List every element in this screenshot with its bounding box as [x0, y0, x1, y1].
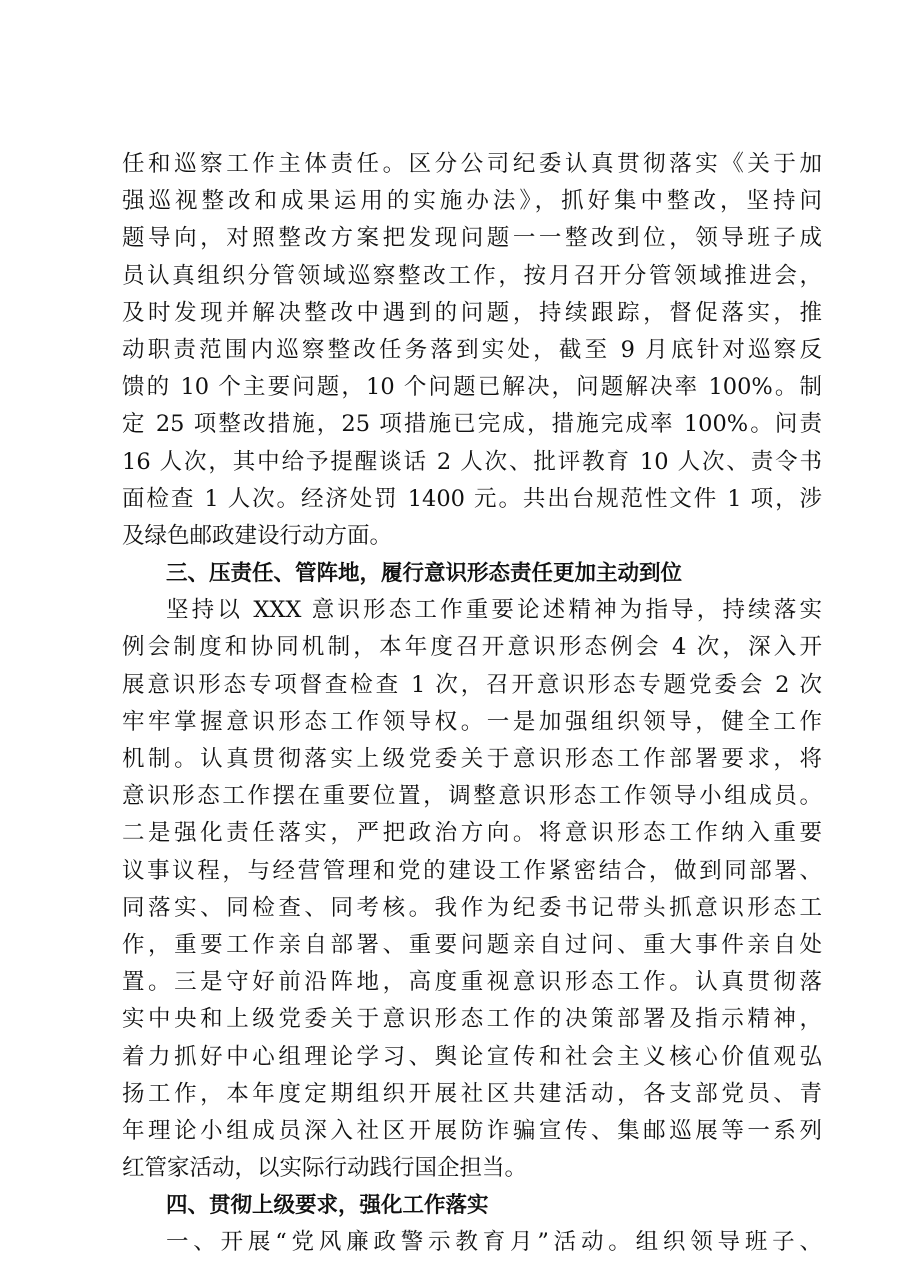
- text-line: 置。三是守好前沿阵地，高度重视意识形态工作。认真贯彻落: [122, 969, 822, 996]
- text-line: 实中央和上级党委关于意识形态工作的决策部署及指示精神，: [122, 1006, 822, 1033]
- document-body: [122, 146, 822, 1262]
- text-line: 同落实、同检查、同考核。我作为纪委书记带头抓意识形态工: [122, 894, 822, 921]
- section-heading-3: 三、压责任、管阵地，履行意识形态责任更加主动到位: [166, 561, 683, 587]
- text-line: 任和巡察工作主体责任。区分公司纪委认真贯彻落实《关于加: [122, 151, 822, 177]
- text-line: 年理论小组成员深入社区开展防诈骗宣传、集邮巡展等一系列: [122, 1117, 822, 1144]
- text-line: 展意识形态专项督查检查 1 次，召开意识形态专题党委会 2 次: [122, 671, 822, 698]
- text-line: 16 人次，其中给予提醒谈话 2 人次、批评教育 10 人次、责令书: [122, 448, 822, 475]
- section-heading-4: 四、贯彻上级要求，强化工作落实: [166, 1193, 489, 1219]
- text-line: 及绿色邮政建设行动方面。: [122, 522, 393, 549]
- text-line: 动职责范围内巡察整改任务落到实处，截至 9 月底针对巡察反: [122, 336, 822, 363]
- paragraph-ideology-responsibility: [122, 592, 822, 1187]
- text-line: 二是强化责任落实，严把政治方向。将意识形态工作纳入重要: [122, 820, 822, 847]
- text-line: 红管家活动，以实际行动践行国企担当。: [122, 1155, 528, 1182]
- text-line: 坚持以 XXX 意识形态工作重要论述精神为指导，持续落实: [166, 597, 822, 624]
- text-line: 定 25 项整改措施，25 项措施已完成，措施完成率 100%。问责: [122, 411, 822, 438]
- text-line: 强巡视整改和成果运用的实施办法》，抓好集中整改，坚持问: [122, 188, 822, 215]
- text-line: 员认真组织分管领域巡察整改工作，按月召开分管领域推进会，: [122, 262, 822, 289]
- text-line: 及时发现并解决整改中遇到的问题，持续跟踪，督促落实，推: [122, 299, 822, 326]
- text-line: 扬工作，本年度定期组织开展社区共建活动，各支部党员、青: [122, 1080, 822, 1107]
- text-line: 议事议程，与经营管理和党的建设工作紧密结合，做到同部署、: [122, 857, 822, 884]
- text-line: 馈的 10 个主要问题，10 个问题已解决，问题解决率 100%。制: [122, 374, 822, 401]
- paragraph-warning-education: [122, 1224, 822, 1261]
- text-line: 意识形态工作摆在重要位置，调整意识形态工作领导小组成员。: [122, 783, 822, 810]
- text-line: 题导向，对照整改方案把发现问题一一整改到位，领导班子成: [122, 225, 822, 252]
- text-line: 作，重要工作亲自部署、重要问题亲自过问、重大事件亲自处: [122, 931, 822, 958]
- text-line: 一、开展“党风廉政警示教育月”活动。组织领导班子、: [166, 1229, 822, 1256]
- text-line: 牢牢掌握意识形态工作领导权。一是加强组织领导，健全工作: [122, 708, 822, 735]
- text-line: 机制。认真贯彻落实上级党委关于意识形态工作部署要求，将: [122, 746, 822, 772]
- text-line: 着力抓好中心组理论学习、舆论宣传和社会主义核心价值观弘: [122, 1043, 822, 1070]
- text-line: 例会制度和协同机制，本年度召开意识形态例会 4 次，深入开: [122, 634, 822, 661]
- paragraph-inspection-rectification: [122, 146, 822, 555]
- text-line: 面检查 1 人次。经济处罚 1400 元。共出台规范性文件 1 项，涉: [122, 485, 822, 512]
